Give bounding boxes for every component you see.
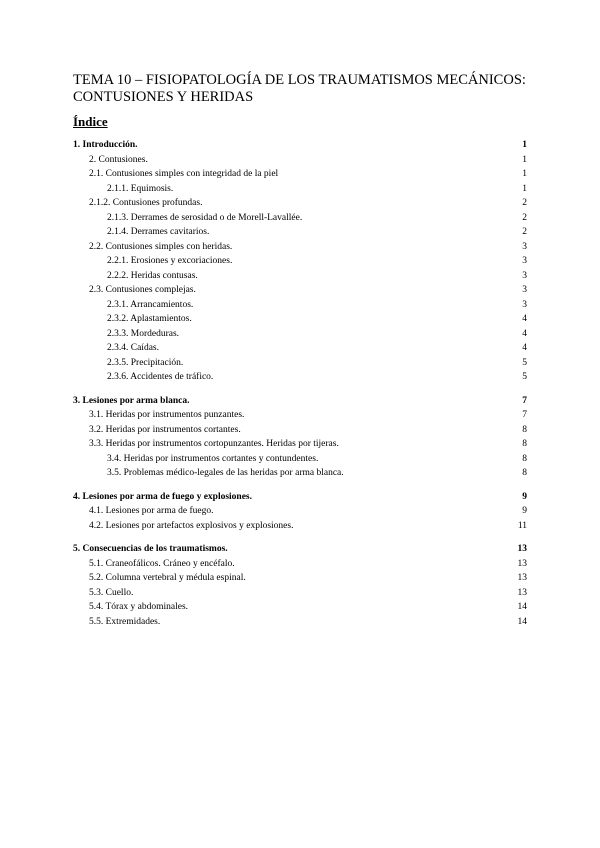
toc-entry-label: 2.3.4. Caídas. <box>107 343 159 353</box>
toc-entry[interactable] <box>73 211 527 225</box>
toc-entry-page: 8 <box>522 468 527 478</box>
toc-entry-page: 8 <box>522 453 527 464</box>
toc-entry-page: 7 <box>522 395 527 406</box>
toc-entry-label: 2.1.4. Derrames cavitarios. <box>107 227 210 237</box>
toc-entry[interactable] <box>73 408 527 422</box>
toc-entry[interactable] <box>73 557 527 571</box>
toc-entry-page: 1 <box>522 140 527 150</box>
toc-entry-label: 2.1.3. Derrames de serosidad o de Morell-Lavallée. <box>107 212 303 223</box>
toc-entry-label: 3.3. Heridas por instrumentos cortopunzantes. Heridas por tijeras. <box>89 439 339 449</box>
toc-entry-label: 4.1. Lesiones por arma de fuego. <box>89 506 214 516</box>
toc-entry-label: 4. Lesiones por arma de fuego y explosiones. <box>73 491 253 502</box>
toc-entry-label: 3.1. Heridas por instrumentos punzantes. <box>89 410 245 420</box>
toc-entry-label: 3.2. Heridas por instrumentos cortantes. <box>89 424 241 435</box>
toc-entry-label: 5.2. Columna vertebral y médula espinal. <box>89 573 246 583</box>
toc-entry-label: 2.3.3. Mordeduras. <box>107 328 180 339</box>
toc-entry-page: 9 <box>522 491 527 502</box>
toc-entry-page: 4 <box>522 314 527 324</box>
toc-entry-page: 5 <box>522 357 527 368</box>
toc-entry[interactable] <box>73 283 527 297</box>
toc-entry[interactable] <box>73 254 527 268</box>
toc-entry-label: 2.3.5. Precipitación. <box>107 357 184 368</box>
toc-entry[interactable] <box>73 167 527 181</box>
toc-entry-page: 13 <box>517 573 527 583</box>
toc-entry[interactable] <box>73 356 527 370</box>
toc-entry[interactable] <box>73 225 527 239</box>
toc-entry-page: 3 <box>522 285 527 295</box>
toc-entry-label: 2.2.1. Erosiones y excoriaciones. <box>107 256 233 266</box>
toc-entry-label: 1. Introducción. <box>73 140 138 150</box>
toc-entry[interactable] <box>73 341 527 355</box>
toc-entry-label: 2.1.1. Equimosis. <box>107 183 174 194</box>
toc-entry[interactable] <box>73 586 527 600</box>
toc-entry-page: 13 <box>517 544 527 554</box>
toc-entry[interactable] <box>73 423 527 437</box>
toc-entry[interactable] <box>73 519 527 533</box>
toc-entry[interactable] <box>73 394 527 408</box>
toc-entry-label: 5.3. Cuello. <box>89 587 134 598</box>
toc-entry-label: 2.3. Contusiones complejas. <box>89 285 196 295</box>
toc-entry-label: 5.4. Tórax y abdominales. <box>89 602 189 612</box>
toc-entry-page: 3 <box>522 256 527 266</box>
toc-entry[interactable] <box>73 504 527 518</box>
toc-entry[interactable] <box>73 138 527 152</box>
toc-entry-label: 3. Lesiones por arma blanca. <box>73 395 190 406</box>
document-title: TEMA 10 – FISIOPATOLOGÍA DE LOS TRAUMATISMOS MECÁNICOS: CONTUSIONES Y HERIDAS <box>73 72 526 105</box>
toc-entry-label: 2.1. Contusiones simples con integridad de la piel <box>89 169 279 179</box>
toc-entry-page: 4 <box>522 328 527 339</box>
toc-entry-page: 3 <box>522 270 527 281</box>
toc-entry-page: 13 <box>517 558 527 569</box>
toc-entry[interactable] <box>73 542 527 556</box>
toc-entry-page: 2 <box>522 212 527 223</box>
toc-entry-page: 1 <box>522 169 527 179</box>
toc-entry-page: 9 <box>522 506 527 516</box>
toc-entry-label: 5.1. Craneofálicos. Cráneo y encéfalo. <box>89 558 235 569</box>
toc-entry-page: 8 <box>522 439 527 449</box>
toc-entry-label: 2.3.6. Accidentes de tráfico. <box>107 372 214 382</box>
toc-entry-page: 2 <box>522 198 527 208</box>
toc-entry[interactable] <box>73 312 527 326</box>
toc-entry-page: 1 <box>522 183 527 194</box>
toc-entry[interactable] <box>73 298 527 312</box>
toc-entry-page: 11 <box>517 520 527 531</box>
toc-entry-label: 2.3.1. Arrancamientos. <box>107 299 194 310</box>
toc-entry-page: 2 <box>522 227 527 237</box>
toc-entry-page: 5 <box>522 372 527 382</box>
toc-entry[interactable] <box>73 615 527 629</box>
toc-entry[interactable] <box>73 466 527 480</box>
toc-entry-page: 13 <box>517 587 527 598</box>
toc-entry-label: 2.3.2. Aplastamientos. <box>107 314 192 324</box>
toc-entry-label: 5.5. Extremidades. <box>89 616 161 627</box>
toc-entry[interactable] <box>73 269 527 283</box>
toc-entry-page: 1 <box>522 154 527 165</box>
toc-entry[interactable] <box>73 571 527 585</box>
toc-entry-page: 4 <box>522 343 527 353</box>
toc-entry-label: 4.2. Lesiones por artefactos explosivos y explosiones. <box>89 520 294 531</box>
toc-entry[interactable] <box>73 240 527 254</box>
toc-entry-page: 3 <box>522 241 527 252</box>
toc-entry-page: 8 <box>522 424 527 435</box>
toc-entry[interactable] <box>73 153 527 167</box>
toc-entry-page: 7 <box>522 410 527 420</box>
toc-entry[interactable] <box>73 370 527 384</box>
index-heading: Índice <box>73 114 108 129</box>
toc-entry[interactable] <box>73 437 527 451</box>
toc-entry[interactable] <box>73 452 527 466</box>
toc-entry-page: 14 <box>517 616 527 627</box>
toc-entry-label: 3.5. Problemas médico-legales de las heridas por arma blanca. <box>107 468 344 478</box>
toc-entry[interactable] <box>73 600 527 614</box>
toc-entry[interactable] <box>73 196 527 210</box>
toc-entry-label: 2.2. Contusiones simples con heridas. <box>89 241 233 252</box>
toc-entry-page: 3 <box>522 299 527 310</box>
toc-entry-label: 2.1.2. Contusiones profundas. <box>89 198 203 208</box>
toc-entry-page: 14 <box>517 602 527 612</box>
toc-entry[interactable] <box>73 182 527 196</box>
toc-entry[interactable] <box>73 490 527 504</box>
toc-entry[interactable] <box>73 327 527 341</box>
toc-entry-label: 3.4. Heridas por instrumentos cortantes y contundentes. <box>107 453 319 464</box>
toc-entry-label: 2.2.2. Heridas contusas. <box>107 270 198 281</box>
toc-entry-label: 2. Contusiones. <box>89 154 148 165</box>
toc-entry-label: 5. Consecuencias de los traumatismos. <box>73 544 228 554</box>
